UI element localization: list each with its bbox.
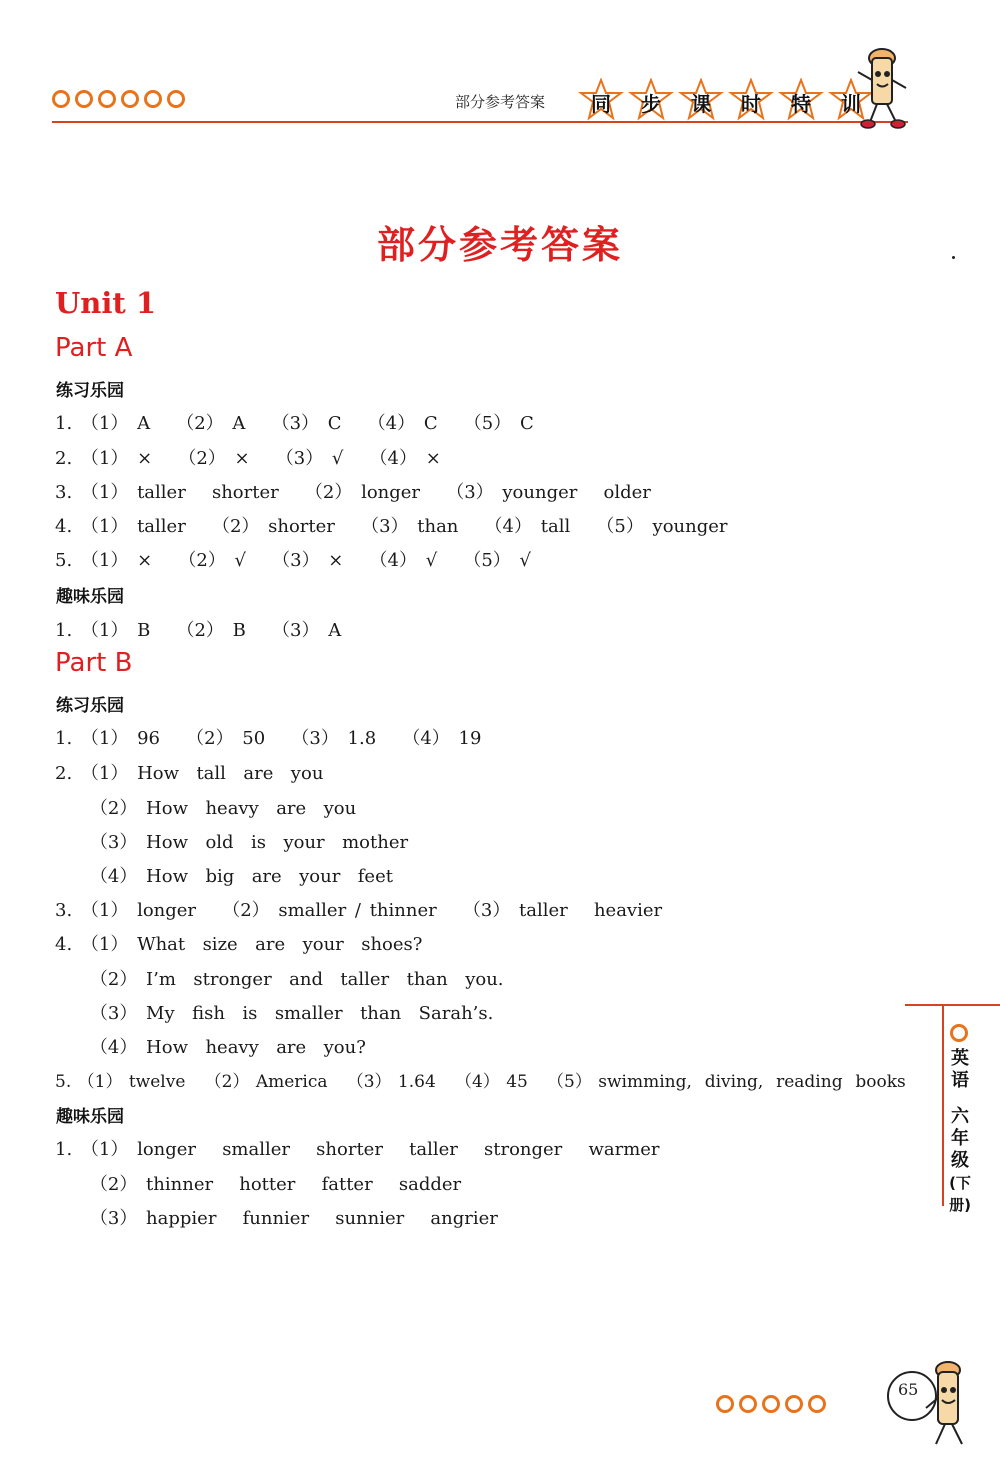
ring-icon [167, 90, 185, 108]
ring-icon [75, 90, 93, 108]
answer-line: 1. （1） 96 （2） 50 （3） 1.8 （4） 19 [55, 728, 482, 749]
answer-line: 1. （1） A （2） A （3） C （4） C （5） C [55, 413, 534, 434]
ring-icon [762, 1395, 780, 1413]
answer-line: （4） How big are your feet [55, 866, 393, 887]
series-char: 训 [841, 92, 861, 116]
answer-line: 4. （1） What size are your shoes? [55, 934, 423, 955]
page-number: 65 [898, 1380, 919, 1399]
answer-line: （3） My fish is smaller than Sarah’s. [55, 1003, 494, 1024]
answer-line: （2） I’m stronger and taller than you. [55, 969, 504, 990]
ring-icon [785, 1395, 803, 1413]
star-badge [778, 78, 824, 122]
answer-line: 2. （1） How tall are you [55, 763, 324, 784]
answer-line: 1. （1） longer smaller shorter taller stronger warmer [55, 1139, 660, 1160]
series-title [578, 78, 874, 122]
answer-line: （4） How heavy are you? [55, 1037, 366, 1058]
ring-icon [121, 90, 139, 108]
ring-icon [950, 1024, 968, 1042]
stray-dot [952, 256, 955, 259]
header-section-label: 部分参考答案 [455, 93, 546, 111]
series-char: 课 [691, 92, 711, 116]
answer-line: （3） How old is your mother [55, 832, 409, 853]
unit-heading: Unit 1 [55, 286, 157, 320]
series-char: 特 [791, 92, 811, 116]
footer-ring-decoration [716, 1395, 826, 1413]
series-char: 步 [641, 92, 661, 116]
star-badge [678, 78, 724, 122]
grade-label: 六年级 [951, 1106, 969, 1171]
answer-line: （2） How heavy are you [55, 798, 357, 819]
header-ring-decoration [52, 90, 185, 108]
part-a-heading: Part A [55, 333, 133, 363]
ring-icon [716, 1395, 734, 1413]
side-tab-divider [942, 1006, 944, 1206]
side-tab-rule [905, 1004, 1000, 1006]
answer-line: 5. （1） twelve （2） America （3） 1.64 （4） 45 （5） swimming, diving, reading books [55, 1072, 906, 1092]
practice-heading: 练习乐园 [56, 696, 124, 716]
volume-label: (下册) [949, 1174, 971, 1214]
subject-label: 英语 [951, 1048, 969, 1091]
practice-heading: 练习乐园 [56, 381, 124, 401]
ring-icon [808, 1395, 826, 1413]
side-tab-label [948, 1048, 972, 1216]
answer-line: 1. （1） B （2） B （3） A [55, 620, 342, 641]
answer-line: 5. （1） × （2） √ （3） × （4） √ （5） √ [55, 550, 531, 571]
page-title: 部分参考答案 [376, 222, 623, 267]
answer-line: 2. （1） × （2） × （3） √ （4） × [55, 448, 441, 469]
ring-icon [52, 90, 70, 108]
series-char: 时 [741, 92, 761, 116]
answer-line: （2） thinner hotter fatter sadder [55, 1174, 462, 1195]
series-char: 同 [591, 92, 611, 116]
star-badge [728, 78, 774, 122]
answer-line: 4. （1） taller （2） shorter （3） than （4） tall （5） younger [55, 516, 728, 537]
fun-heading: 趣味乐园 [56, 1107, 124, 1127]
answer-line: 3. （1） longer （2） smaller / thinner （3） taller heavier [55, 900, 663, 921]
answer-line: （3） happier funnier sunnier angrier [55, 1208, 498, 1229]
star-badge [578, 78, 624, 122]
ring-icon [144, 90, 162, 108]
fun-heading: 趣味乐园 [56, 587, 124, 607]
star-badge [628, 78, 674, 122]
part-b-heading: Part B [55, 648, 133, 678]
pencil-mascot-icon [852, 44, 912, 134]
footer-mascot-icon [870, 1352, 980, 1456]
answer-line: 3. （1） taller shorter （2） longer （3） younger older [55, 482, 651, 503]
ring-icon [98, 90, 116, 108]
ring-icon [739, 1395, 757, 1413]
